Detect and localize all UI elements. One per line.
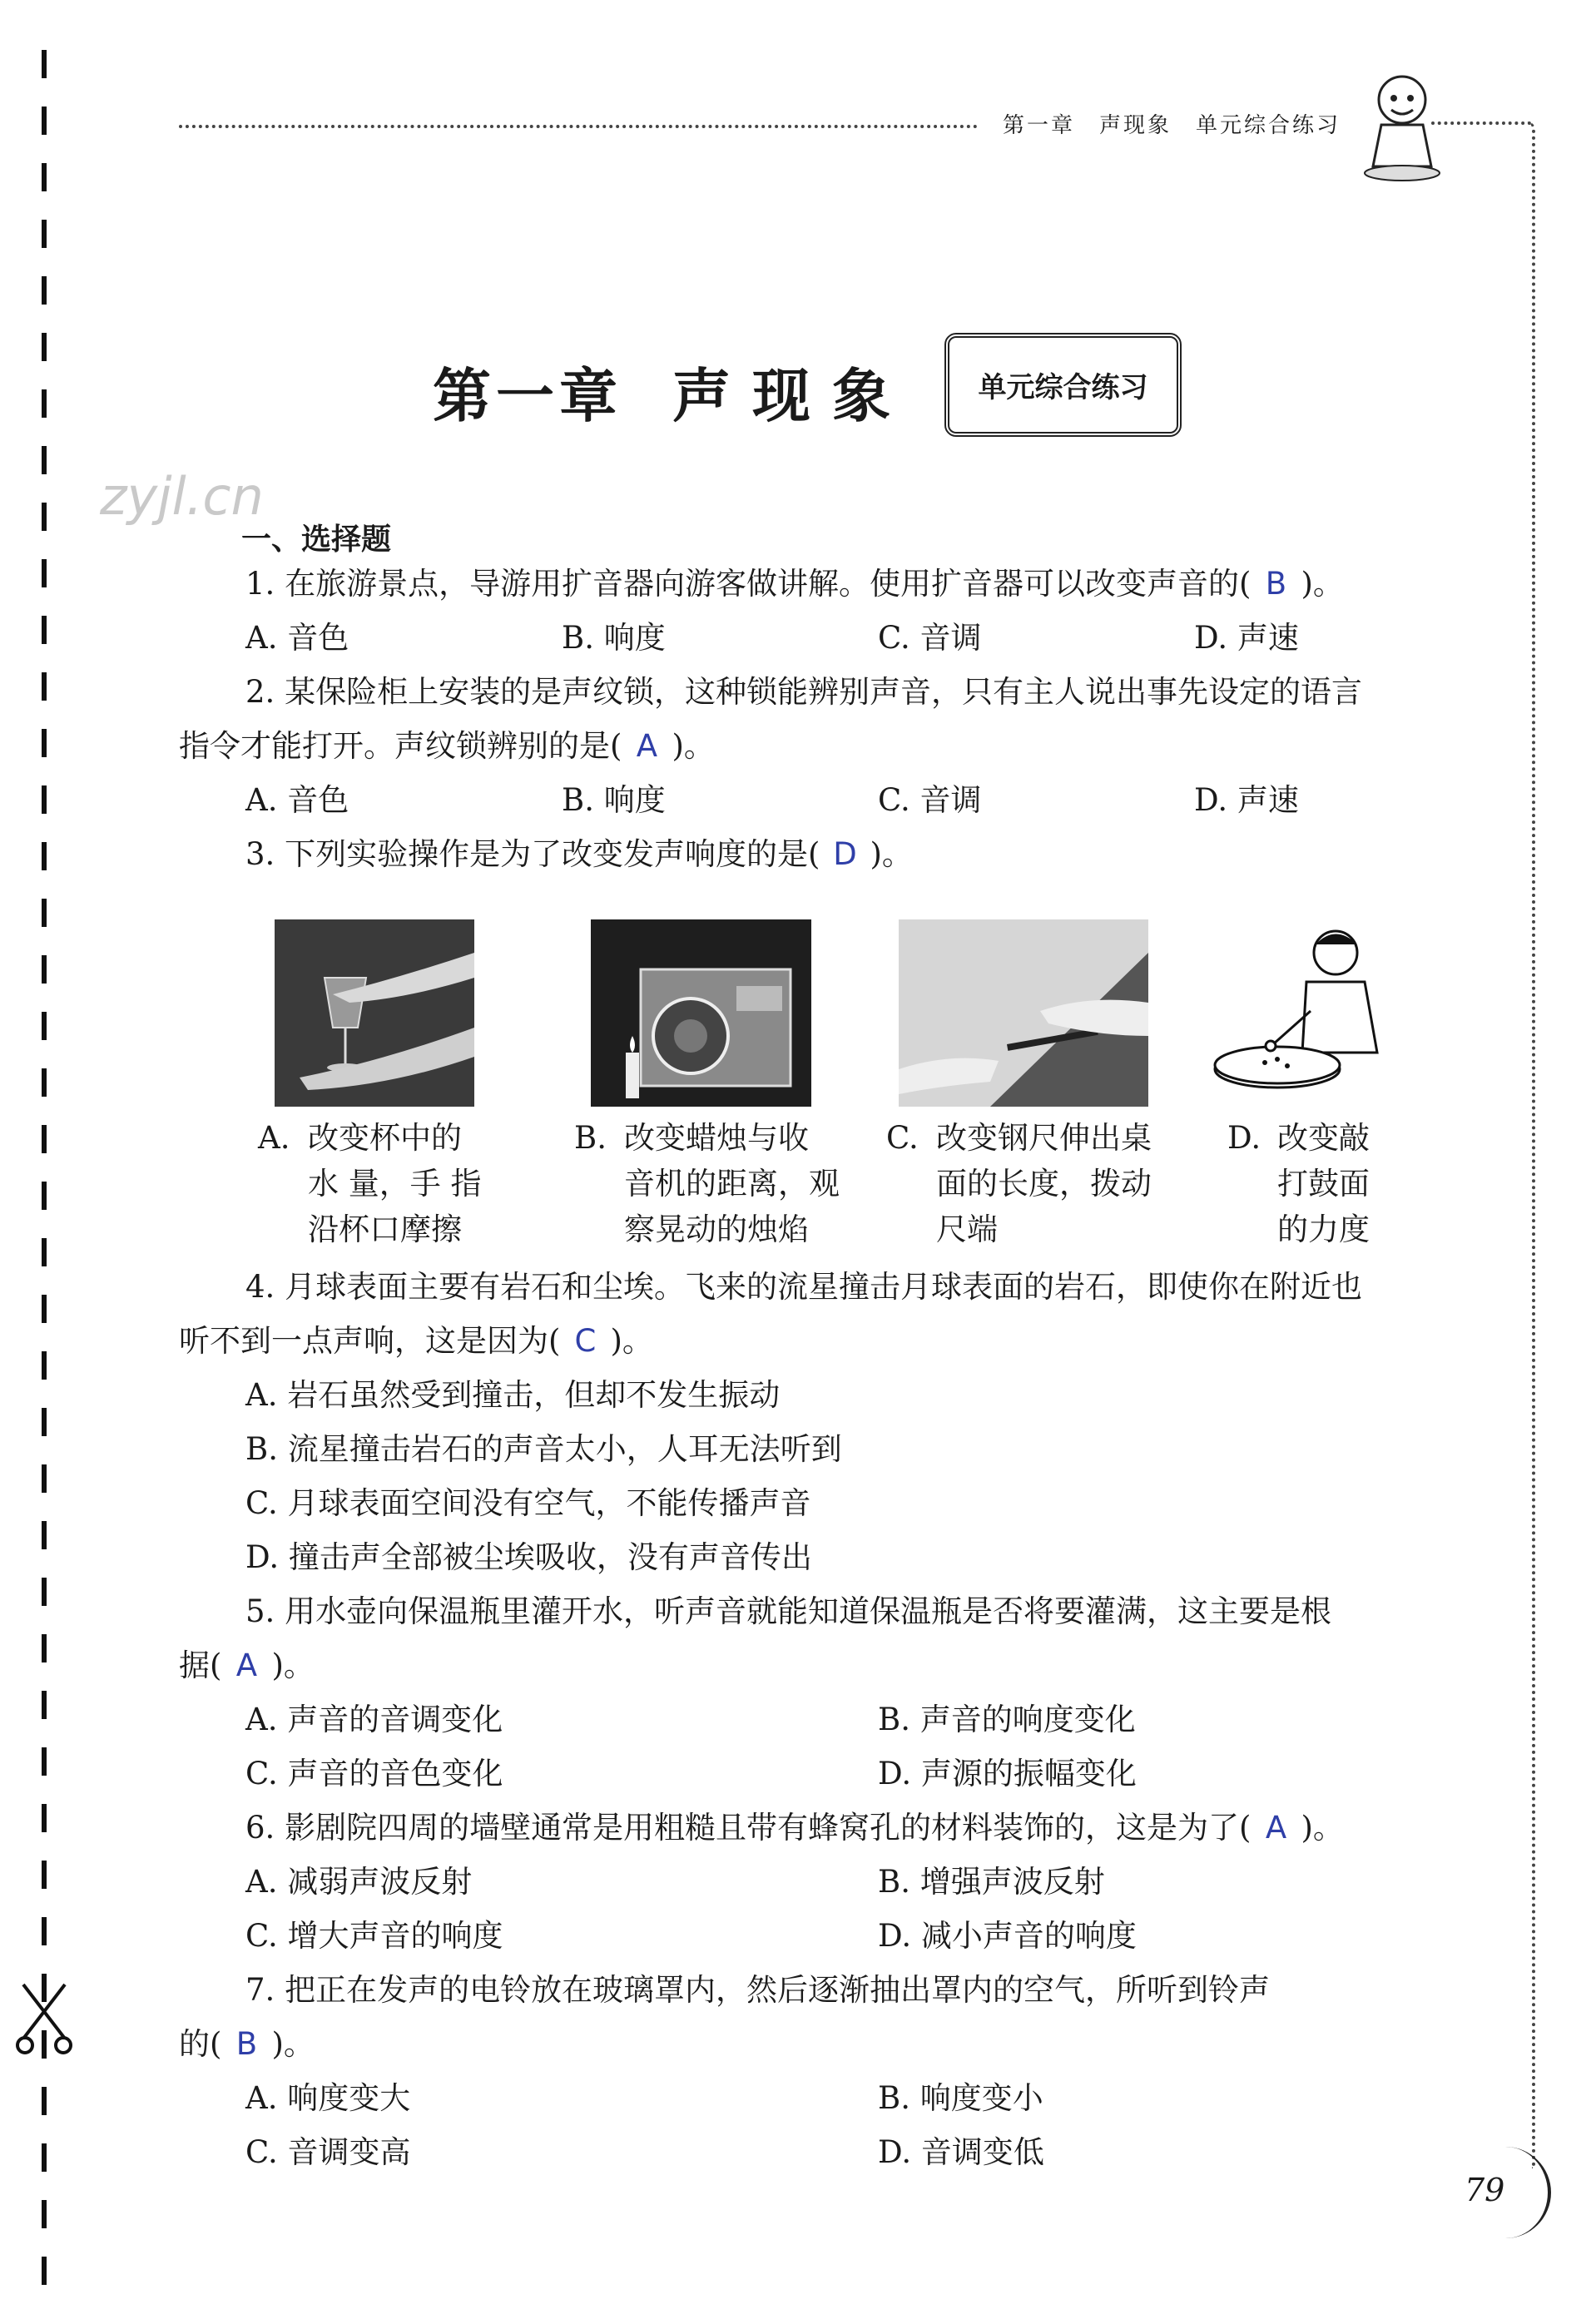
question-text: )。 <box>672 728 715 764</box>
option: A. 声音的音调变化 <box>245 1702 503 1737</box>
question-1 <box>245 566 1344 602</box>
question-2: 2. 某保险柜上安装的是声纹锁，这种锁能辨别声音，只有主人说出事先设定的语言 <box>245 674 1363 710</box>
question-3 <box>245 836 913 873</box>
question-6 <box>245 1810 1344 1846</box>
radio-candle-photo <box>591 919 811 1107</box>
answer: B <box>235 2026 258 2062</box>
question-text: 1. 在旅游景点，导游用扩音器向游客做讲解。使用扩音器可以改变声音的( <box>245 566 1252 602</box>
option: B. 流星撞击岩石的声音太小，人耳无法听到 <box>245 1431 842 1467</box>
caption-line: 改变蜡烛与收 <box>624 1120 809 1156</box>
option: D. 声速 <box>1194 620 1299 656</box>
page-number-arc <box>1498 2147 1551 2238</box>
option: D. 音调变低 <box>878 2134 1044 2170</box>
page-border <box>1527 121 1535 2168</box>
option: A. 响度变大 <box>245 2080 411 2116</box>
option: B. 响度变小 <box>878 2080 1043 2116</box>
option: A. 音色 <box>245 620 349 656</box>
question-2-cont <box>179 728 715 765</box>
option: D. 声源的振幅变化 <box>878 1756 1137 1791</box>
question-text: )。 <box>870 836 913 872</box>
option: C. 声音的音色变化 <box>245 1756 503 1791</box>
caption-label: A. <box>258 1120 290 1156</box>
caption-line: 打鼓面 <box>1277 1166 1370 1202</box>
caption-line: 尺端 <box>936 1212 998 1247</box>
caption-line: 水 量，手 指 <box>308 1166 482 1202</box>
question-text: 3. 下列实验操作是为了改变发声响度的是( <box>245 836 820 872</box>
question-text: )。 <box>610 1323 653 1359</box>
option: D. 减小声音的响度 <box>878 1918 1137 1954</box>
unit-badge: 单元综合练习 <box>944 333 1182 437</box>
chapter-number: 第一章 <box>433 362 622 430</box>
caption-line: 的力度 <box>1277 1212 1370 1247</box>
question-4: 4. 月球表面主要有岩石和尘埃。飞来的流星撞击月球表面的岩石，即使你在附近也 <box>245 1269 1363 1305</box>
caption-b <box>574 1115 840 1252</box>
steel-ruler-photo <box>899 919 1148 1107</box>
drum-boy-illustration <box>1211 919 1410 1107</box>
question-5: 5. 用水壶向保温瓶里灌开水，听声音就能知道保温瓶是否将要灌满，这主要是根 <box>245 1593 1332 1629</box>
answer: A <box>235 1648 258 1683</box>
wine-glass-photo <box>275 919 474 1107</box>
caption-d <box>1227 1115 1370 1252</box>
header-rule <box>179 125 978 128</box>
option: A. 音色 <box>245 782 349 818</box>
caption-line: 沿杯口摩擦 <box>308 1212 462 1247</box>
chapter-title <box>433 349 912 434</box>
answer: C <box>574 1323 597 1359</box>
answer: A <box>636 728 658 764</box>
section-heading: 一、选择题 <box>241 523 392 557</box>
question-5-cont <box>179 1648 315 1684</box>
caption-a <box>258 1115 482 1252</box>
running-title: 第一章 声现象 单元综合练习 <box>1003 113 1341 138</box>
page-number: 79 <box>1465 2172 1505 2208</box>
scissors-icon <box>15 1980 82 2055</box>
option: C. 音调变高 <box>245 2134 411 2170</box>
cut-line <box>42 50 47 2297</box>
question-text: )。 <box>271 1648 315 1683</box>
mascot-illustration <box>1356 67 1448 183</box>
caption-label: D. <box>1227 1120 1261 1156</box>
answer: B <box>1265 566 1287 602</box>
question-text: 听不到一点声响，这是因为( <box>179 1323 561 1359</box>
question-7-cont <box>179 2026 315 2063</box>
option: D. 声速 <box>1194 782 1299 818</box>
question-text: )。 <box>271 2026 315 2062</box>
answer: D <box>833 836 857 872</box>
option: A. 减弱声波反射 <box>245 1864 473 1900</box>
option: C. 增大声音的响度 <box>245 1918 503 1954</box>
option: B. 响度 <box>562 782 666 818</box>
caption-line: 察晃动的烛焰 <box>624 1212 809 1247</box>
question-text: 指令才能打开。声纹锁辨别的是( <box>179 728 622 764</box>
question-text: )。 <box>1301 1810 1344 1846</box>
watermark: zyjl.cn <box>100 466 264 527</box>
caption-line: 改变钢尺伸出桌 <box>936 1120 1152 1156</box>
caption-c <box>886 1115 1152 1252</box>
question-text: )。 <box>1301 566 1344 602</box>
option: B. 响度 <box>562 620 666 656</box>
chapter-topic: 声现象 <box>672 362 912 430</box>
option: C. 音调 <box>878 620 982 656</box>
caption-label: C. <box>886 1120 919 1156</box>
question-7: 7. 把正在发声的电铃放在玻璃罩内，然后逐渐抽出罩内的空气，所听到铃声 <box>245 1972 1271 2008</box>
caption-label: B. <box>574 1120 607 1156</box>
caption-line: 音机的距离，观 <box>624 1166 840 1202</box>
caption-line: 改变敲 <box>1277 1120 1370 1156</box>
option: D. 撞击声全部被尘埃吸收，没有声音传出 <box>245 1539 812 1575</box>
option: B. 声音的响度变化 <box>878 1702 1136 1737</box>
option: C. 音调 <box>878 782 982 818</box>
caption-line: 改变杯中的 <box>308 1120 462 1156</box>
question-4-cont <box>179 1323 653 1360</box>
caption-line: 面的长度，拨动 <box>936 1166 1152 1202</box>
question-text: 6. 影剧院四周的墙壁通常是用粗糙且带有蜂窝孔的材料装饰的，这是为了( <box>245 1810 1252 1846</box>
option: B. 增强声波反射 <box>878 1864 1105 1900</box>
answer: A <box>1265 1810 1287 1846</box>
option: C. 月球表面空间没有空气，不能传播声音 <box>245 1485 811 1521</box>
option: A. 岩石虽然受到撞击，但却不发生振动 <box>245 1377 781 1413</box>
question-text: 的( <box>179 2026 222 2062</box>
question-text: 据( <box>179 1648 222 1683</box>
